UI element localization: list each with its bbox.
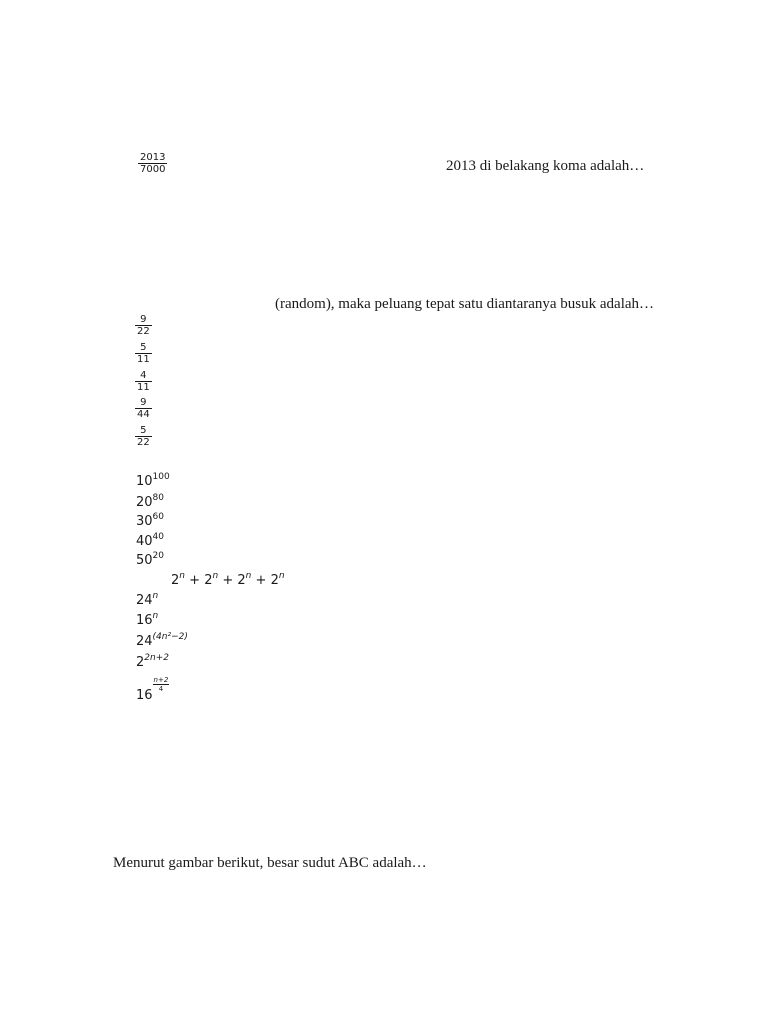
q4-option-e (136, 676, 169, 703)
q4-term-4-exp: n (278, 571, 285, 581)
q4-expression (171, 571, 285, 588)
q2-option-e (135, 425, 152, 450)
q4-plus-2: + (222, 573, 234, 588)
q4-option-e-exp (153, 676, 170, 693)
q3-option-a-exp: 100 (152, 472, 170, 482)
q4-option-b (136, 611, 158, 628)
q3-option-e-exp: 20 (152, 551, 164, 561)
q3-option-a-base: 10 (136, 474, 153, 489)
q3-option-c-exp: 60 (152, 512, 164, 522)
q3-option-c (136, 512, 164, 529)
q1-fraction (138, 152, 167, 177)
q2-option-b (135, 342, 152, 367)
q4-option-a (136, 591, 158, 608)
q3-option-b-exp: 80 (152, 493, 164, 503)
q2-option-d-num: 9 (135, 397, 152, 409)
q4-option-a-exp: n (152, 591, 159, 601)
q1-fraction-numerator: 2013 (140, 152, 166, 163)
q4-plus-3: + (255, 573, 267, 588)
q2-option-d-den: 44 (137, 409, 150, 420)
q2-option-c-den: 11 (137, 382, 150, 393)
q4-option-d (136, 653, 169, 670)
q1-fraction-denominator: 7000 (140, 164, 166, 175)
q2-option-e-num: 5 (135, 425, 152, 437)
q4-term-2-exp: n (212, 571, 219, 581)
q4-term-1: 2 (171, 573, 180, 588)
q4-option-c-exp: (4n²−2) (152, 632, 188, 642)
q2-option-b-den: 11 (137, 354, 150, 365)
q4-option-d-base: 2 (136, 655, 145, 670)
q1-text: 2013 di belakang koma adalah… (446, 158, 645, 174)
q4-option-b-base: 16 (136, 613, 153, 628)
q4-option-b-exp: n (152, 611, 159, 621)
q4-term-2: 2 (204, 573, 213, 588)
q2-option-c (135, 370, 152, 395)
q4-option-e-exp-den: 4 (158, 685, 164, 693)
q2-text: (random), maka peluang tepat satu diantaranya busuk adalah… (275, 296, 655, 312)
q2-option-a-num: 9 (135, 314, 152, 326)
q2-option-c-num: 4 (135, 370, 152, 382)
q3-option-c-base: 30 (136, 514, 153, 529)
q4-option-a-base: 24 (136, 593, 153, 608)
q4-option-e-base: 16 (136, 688, 153, 703)
q3-option-a (136, 472, 170, 489)
q2-option-e-den: 22 (137, 437, 150, 448)
q4-term-3: 2 (237, 573, 246, 588)
q4-option-c (136, 632, 188, 649)
q3-option-e-base: 50 (136, 553, 153, 568)
q4-term-4: 2 (270, 573, 279, 588)
q4-plus-1: + (189, 573, 201, 588)
q5-text: Menurut gambar berikut, besar sudut ABC adalah… (113, 855, 427, 871)
q4-term-3-exp: n (245, 571, 252, 581)
q3-option-d-exp: 40 (152, 532, 164, 542)
q3-option-e (136, 551, 164, 568)
q3-option-b-base: 20 (136, 495, 153, 510)
q3-option-d (136, 532, 164, 549)
q3-option-d-base: 40 (136, 534, 153, 549)
q3-option-b (136, 493, 164, 510)
q2-option-a-den: 22 (137, 326, 150, 337)
q4-option-c-base: 24 (136, 634, 153, 649)
q4-option-d-exp: 2n+2 (144, 653, 169, 663)
q2-option-b-num: 5 (135, 342, 152, 354)
q2-option-d (135, 397, 152, 422)
q4-option-e-exp-num: n+2 (153, 676, 169, 684)
q4-term-1-exp: n (179, 571, 185, 581)
q2-option-a (135, 314, 152, 339)
